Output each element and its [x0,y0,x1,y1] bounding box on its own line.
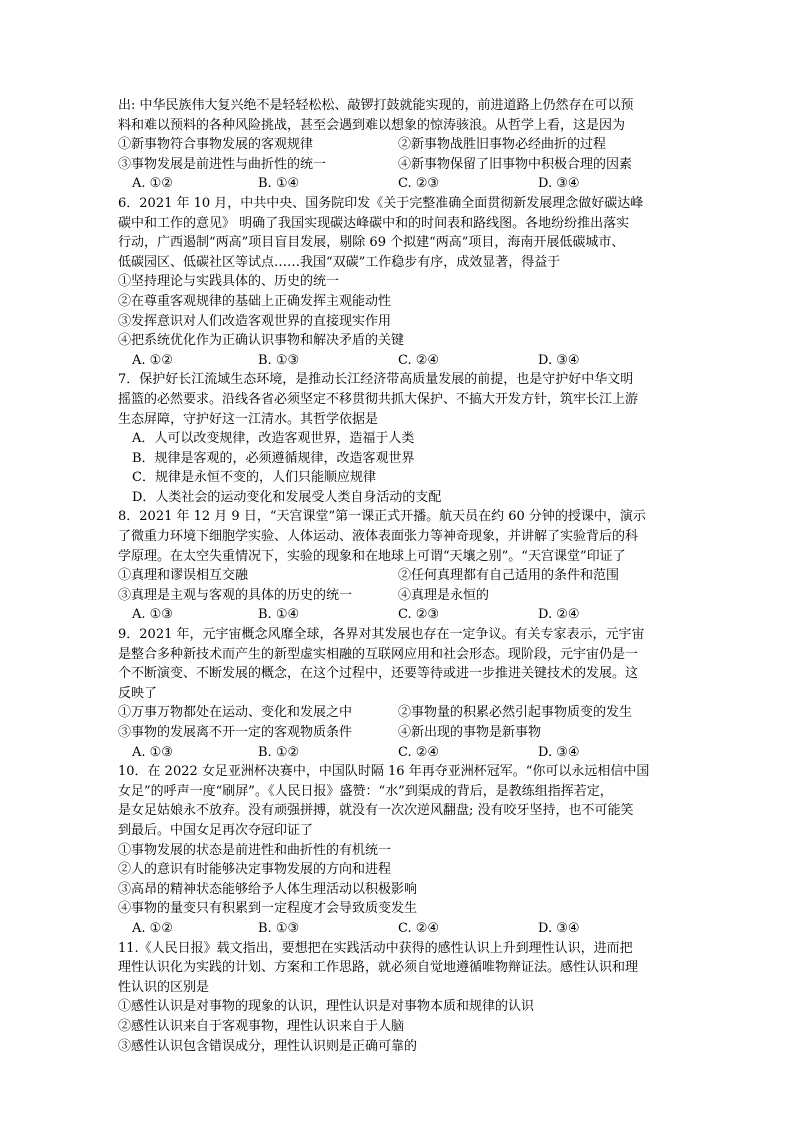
option-d: D. ②④ [538,607,580,623]
question-6 [118,194,678,370]
option-d: D. ③④ [538,352,580,368]
question-stem-line: 出: 中华民族伟大复兴绝不是轻轻松松、敲锣打鼓就能实现的，前进道路上仍然存在可以预 [118,98,634,113]
question-stem-line: 理性认识化为实践的计划、方案和工作思路，就必须自觉地遵循唯物辩证法。感性认识和理 [118,960,639,976]
statement-4: ④把系统优化作为正确认识事物和解决矛盾的关键 [118,333,405,349]
question-stem-line: 到最后。中国女足再次夺冠印证了 [118,822,314,838]
statement-4: ④新出现的事物是新事物 [398,725,542,740]
option-b: B. ①③ [258,920,300,936]
question-stem-line: 摇篮的必然要求。沿线各省必须坚定不移贯彻共抓大保护、不搞大开发方针，筑牢长江上游 [118,391,639,407]
statement-3: ③发挥意识对人们改造客观世界的直接现实作用 [118,313,392,329]
answer-options [118,605,678,625]
statement-row [118,586,678,606]
option-c: C. ②④ [398,352,440,368]
option-b: B．规律是客观的，必须遵循规律，改造客观世界 [132,450,415,466]
answer-options [118,743,678,763]
question-stem-line: 性认识的区别是 [118,979,210,995]
statement-2: ②感性认识来自于客观事物，理性认识来自于人脑 [118,1018,405,1034]
question-stem-line: 是女足姑娘永不放弃。没有顽强拼搏，就没有一次次逆风翻盘; 没有咬牙坚持，也不可能笑 [118,803,634,819]
option-d: D. ③④ [538,176,580,192]
statement-3: ③高昂的精神状态能够给予人体生理活动以积极影响 [118,881,418,897]
option-a: A. ①② [132,352,173,368]
statement-1: ①万事万物都处在运动、变化和发展之中 [118,705,353,721]
statement-4: ④真理是永恒的 [398,587,490,603]
statement-2: ②事物量的积累必然引起事物质变的发生 [398,705,633,721]
option-d: D. ③④ [538,744,580,760]
question-stem-line: 碳中和工作的意见》 明确了我国实现碳达峰碳中和的时间表和路线图。各地纷纷推出落实 [118,215,630,231]
statement-4: ④新事物保留了旧事物中积极合理的因素 [398,156,633,172]
statement-1: ①真理和谬误相互交融 [118,568,249,584]
question-stem-line: 生态屏障，守护好这一江清水。其哲学依据是 [118,411,379,427]
answer-options [118,174,678,194]
statement-1: ①事物发展的状态是前进性和曲折性的有机统一 [118,842,392,858]
exam-page [118,96,678,1056]
option-c: C. ②④ [398,744,440,760]
option-c: C．规律是永恒不变的，人们只能顺应规律 [132,470,376,486]
question-stem-line: 料和难以预料的各种风险挑战，甚至会遇到难以想象的惊涛骇浪。从哲学上看，这是因为 [118,117,626,133]
statement-1: ①坚持理论与实践具体的、历史的统一 [118,274,340,290]
statement-3: ③真理是主观与客观的具体的历史的统一 [118,587,353,603]
statement-2: ②新事物战胜旧事物必经曲折的过程 [398,137,607,153]
statement-row [118,723,678,743]
option-a: A. ①③ [132,607,173,623]
statement-2: ②在尊重客观规律的基础上正确发挥主观能动性 [118,293,392,309]
statement-1: ①感性认识是对事物的现象的认识，理性认识是对事物本质和规律的认识 [118,999,535,1015]
question-stem-line: 7．保护好长江流域生态环境，是推动长江经济带高质量发展的前提，也是守护好中华文明 [118,372,634,388]
question-5 [118,96,678,194]
option-a: A. ①② [132,920,173,936]
question-stem-line: 低碳园区、低碳社区等试点……我国“双碳”工作稳步有序，成效显著，得益于 [118,254,561,270]
statement-4: ④事物的量变只有积累到一定程度才会导致质变发生 [118,901,418,917]
option-c: C. ②④ [398,920,440,936]
question-stem-line: 10．在 2022 女足亚洲杯决赛中，中国队时隔 16 年再夺亚洲杯冠军。“你可以永远相信中国 [118,764,650,780]
answer-options [118,351,678,371]
statement-3: ③感性认识包含错误成分，理性认识则是正确可靠的 [118,1038,418,1054]
question-stem-line: 反映了 [118,685,158,701]
statement-row [118,155,678,175]
statement-3: ③事物发展是前进性与曲折性的统一 [118,156,327,172]
option-b: B. ①② [258,744,300,760]
statement-row [118,703,678,723]
question-11 [118,939,678,1057]
question-stem-line: 行动，广西遏制“两高”项目盲目发展，剔除 69 个拟建“两高”项目，海南开展低碳城市、 [118,235,625,251]
statement-row [118,566,678,586]
option-a: A. ①③ [132,744,173,760]
question-stem-line: 9．2021 年，元宇宙概念风靡全球，各界对其发展也存在一定争议。有关专家表示，元宇宙 [118,627,645,643]
question-stem-line: 个不断演变、不断发展的概念，在这个过程中，还要等待或进一步推进关键技术的发展。这 [118,666,639,682]
question-10 [118,762,678,938]
option-d: D．人类社会的运动变化和发展受人类自身活动的支配 [132,489,442,505]
option-d: D. ③④ [538,920,580,936]
question-stem-line: 女足”的呼声一度“刷屏”。《人民日报》盛赞：“水”到渠成的背后，是教练组指挥若定， [118,783,613,799]
option-b: B. ①④ [258,176,300,192]
option-a: A. ①② [132,176,173,192]
question-stem-line: 11.《人民日报》载文指出，要想把在实践活动中获得的感性认识上升到理性认识，进而把 [118,940,633,956]
question-stem-line: 了微重力环境下细胞学实验、人体运动、液体表面张力等神奇现象，并讲解了实验背后的科 [118,529,639,545]
question-stem-line: 是整合多种新技术而产生的新型虚实相融的互联网应用和社会形态。现阶段，元宇宙仍是一 [118,646,639,662]
statement-row [118,135,678,155]
option-c: C. ②③ [398,176,440,192]
statement-2: ②人的意识有时能够决定事物发展的方向和进程 [118,862,392,878]
statement-2: ②任何真理都有自己适用的条件和范围 [398,568,620,584]
question-stem-line: 6．2021 年 10 月，中共中央、国务院印发《关于完整准确全面贯彻新发展理念做好碳达峰 [118,195,644,211]
answer-options [118,919,678,939]
statement-3: ③事物的发展离不开一定的客观物质条件 [118,725,353,740]
option-c: C. ②③ [398,607,440,623]
question-8 [118,507,678,625]
question-stem-line: 学原理。在太空失重情况下，实验的现象和在地球上可谓“天壤之别”。“天宫课堂”印证了 [118,548,626,564]
question-7 [118,370,678,507]
statement-1: ①新事物符合事物发展的客观规律 [118,137,314,153]
question-9 [118,625,678,762]
question-stem-line: 8．2021 年 12 月 9 日，“天宫课堂”第一课正式开播。航天员在约 60 分钟的授课中，演示 [118,509,646,525]
option-a: A．人可以改变规律，改造客观世界，造福于人类 [132,431,415,447]
option-b: B. ①③ [258,352,300,368]
option-b: B. ①④ [258,607,300,623]
